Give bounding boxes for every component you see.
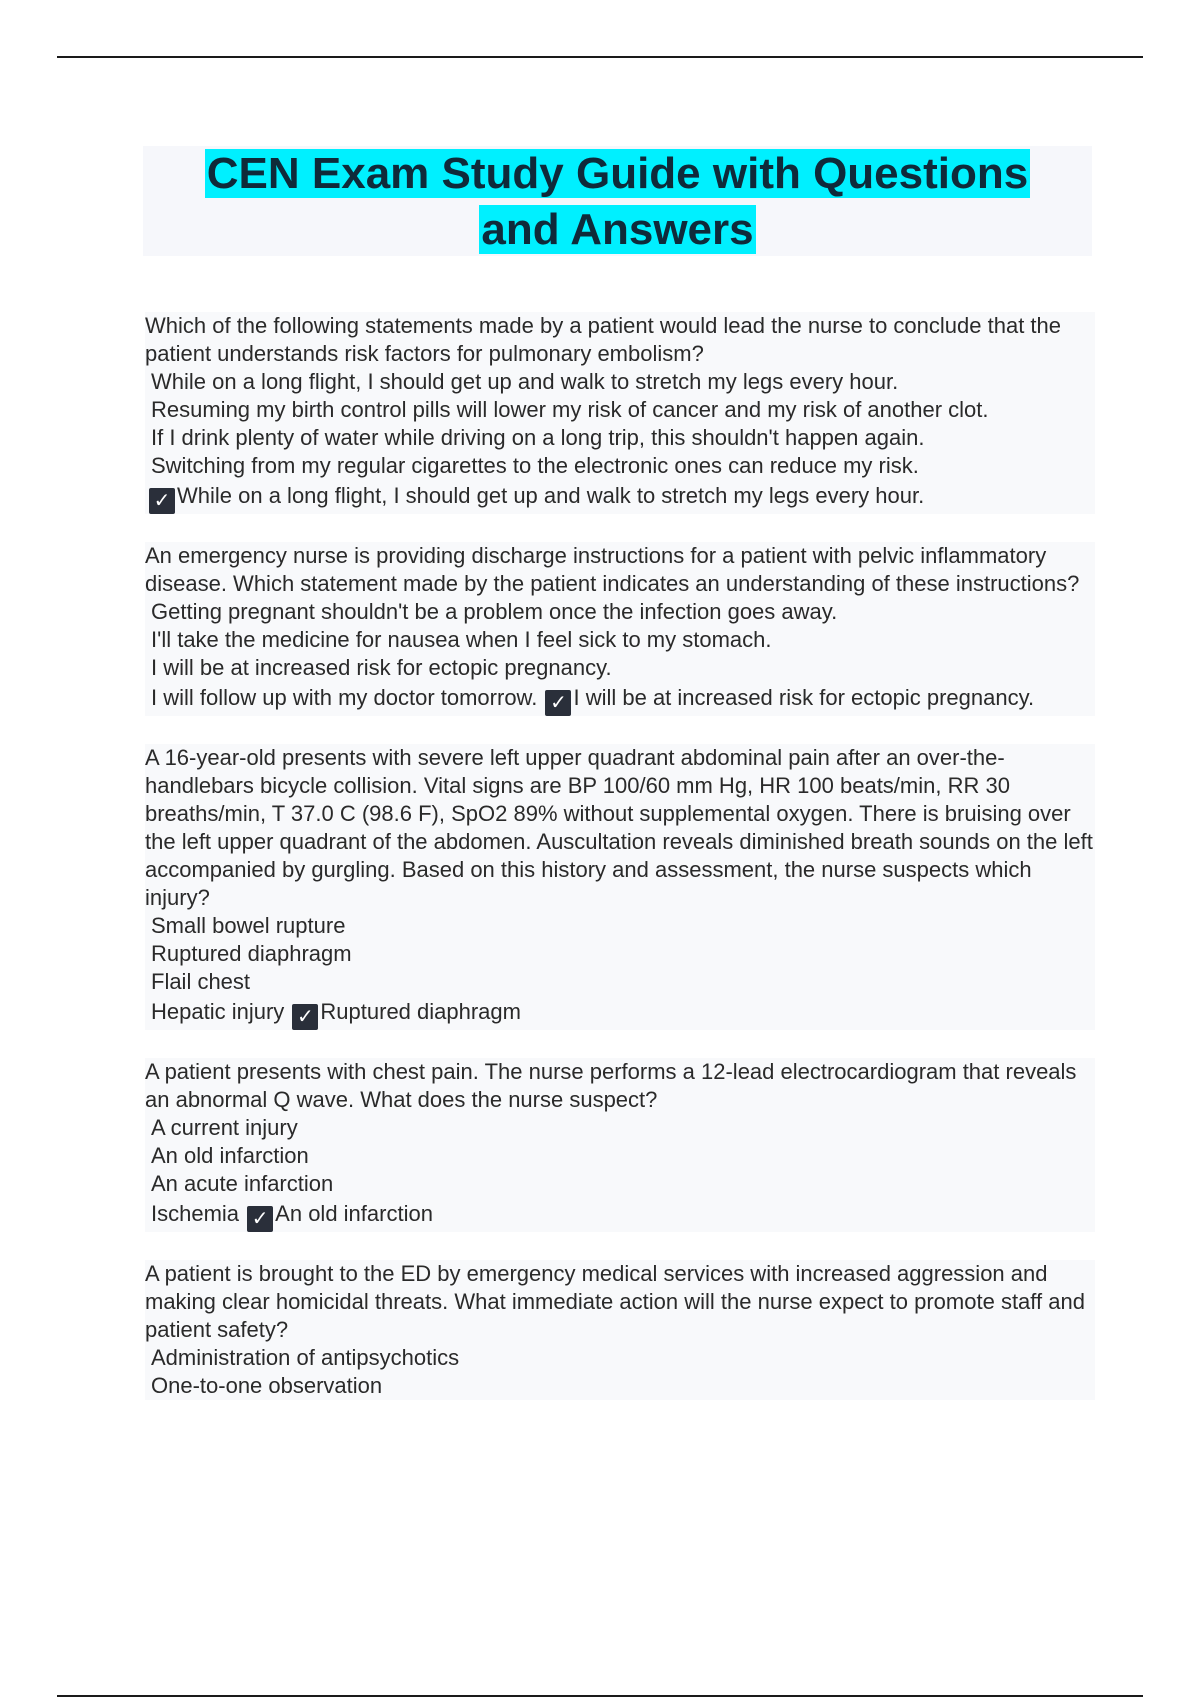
answer-row (145, 682, 1095, 716)
checkmark-box-icon: ✓ (545, 690, 571, 716)
option: Administration of antipsychotics (145, 1344, 1095, 1372)
option: Flail chest (145, 968, 1095, 996)
answer-row (145, 1198, 1095, 1232)
correct-answer: While on a long flight, I should get up and walk to stretch my legs every hour. (177, 483, 925, 508)
option: Small bowel rupture (145, 912, 1095, 940)
answer-row (145, 996, 1095, 1030)
bottom-rule (57, 1695, 1143, 1697)
question-text: A patient presents with chest pain. The nurse performs a 12-lead electrocardiogram that reveals an abnormal Q wave. What does the nurse suspect? (145, 1058, 1095, 1114)
option: One-to-one observation (145, 1372, 1095, 1400)
question-item (145, 312, 1095, 514)
question-text: An emergency nurse is providing discharge instructions for a patient with pelvic inflammatory disease. Which statement made by the patient indicates an understanding of these instructions? (145, 542, 1095, 598)
option: I will be at increased risk for ectopic pregnancy. (145, 654, 1095, 682)
checkmark-box-icon: ✓ (292, 1004, 318, 1030)
title-line-1: CEN Exam Study Guide with Questions (206, 149, 1029, 198)
option: Switching from my regular cigarettes to the electronic ones can reduce my risk. (145, 452, 1095, 480)
correct-answer: An old infarction (275, 1201, 433, 1226)
option: If I drink plenty of water while driving on a long trip, this shouldn't happen again. (145, 424, 1095, 452)
option: An old infarction (145, 1142, 1095, 1170)
question-text: Which of the following statements made by a patient would lead the nurse to conclude that the patient understands risk factors for pulmonary embolism? (145, 312, 1095, 368)
question-text: A patient is brought to the ED by emergency medical services with increased aggression and making clear homicidal threats. What immediate action will the nurse expect to promote staff and patient safety? (145, 1260, 1095, 1344)
top-rule (57, 56, 1143, 58)
option: Ruptured diaphragm (145, 940, 1095, 968)
title-line-2: and Answers (481, 205, 754, 254)
option: While on a long flight, I should get up and walk to stretch my legs every hour. (145, 368, 1095, 396)
checkmark-box-icon: ✓ (247, 1206, 273, 1232)
title-block (143, 146, 1092, 256)
question-item (145, 1058, 1095, 1232)
answer-row (145, 480, 1095, 514)
correct-answer: I will be at increased risk for ectopic pregnancy. (573, 685, 1035, 710)
option: Hepatic injury (151, 999, 285, 1024)
option: Resuming my birth control pills will lower my risk of cancer and my risk of another clot. (145, 396, 1095, 424)
checkmark-box-icon: ✓ (149, 488, 175, 514)
option: I will follow up with my doctor tomorrow. (151, 685, 538, 710)
option: I'll take the medicine for nausea when I feel sick to my stomach. (145, 626, 1095, 654)
question-item (145, 1260, 1095, 1400)
option: Ischemia (151, 1201, 240, 1226)
question-text: A 16-year-old presents with severe left upper quadrant abdominal pain after an over-the-handlebars bicycle collision. Vital signs are BP 100/60 mm Hg, HR 100 beats/min, RR 30 breaths/min, T 37.0 C (98.6 F), SpO2 89% without supplemental oxygen. There is bruising over the left upper quadrant of the abdomen. Auscultation reveals diminished breath sounds on the left accompanied by gurgling. Based on this history and assessment, the nurse suspects which injury? (145, 744, 1095, 912)
option: A current injury (145, 1114, 1095, 1142)
option: An acute infarction (145, 1170, 1095, 1198)
option: Getting pregnant shouldn't be a problem once the infection goes away. (145, 598, 1095, 626)
question-item (145, 744, 1095, 1030)
question-item (145, 542, 1095, 716)
question-list (145, 312, 1095, 1428)
correct-answer: Ruptured diaphragm (320, 999, 521, 1024)
page-title (143, 146, 1092, 258)
